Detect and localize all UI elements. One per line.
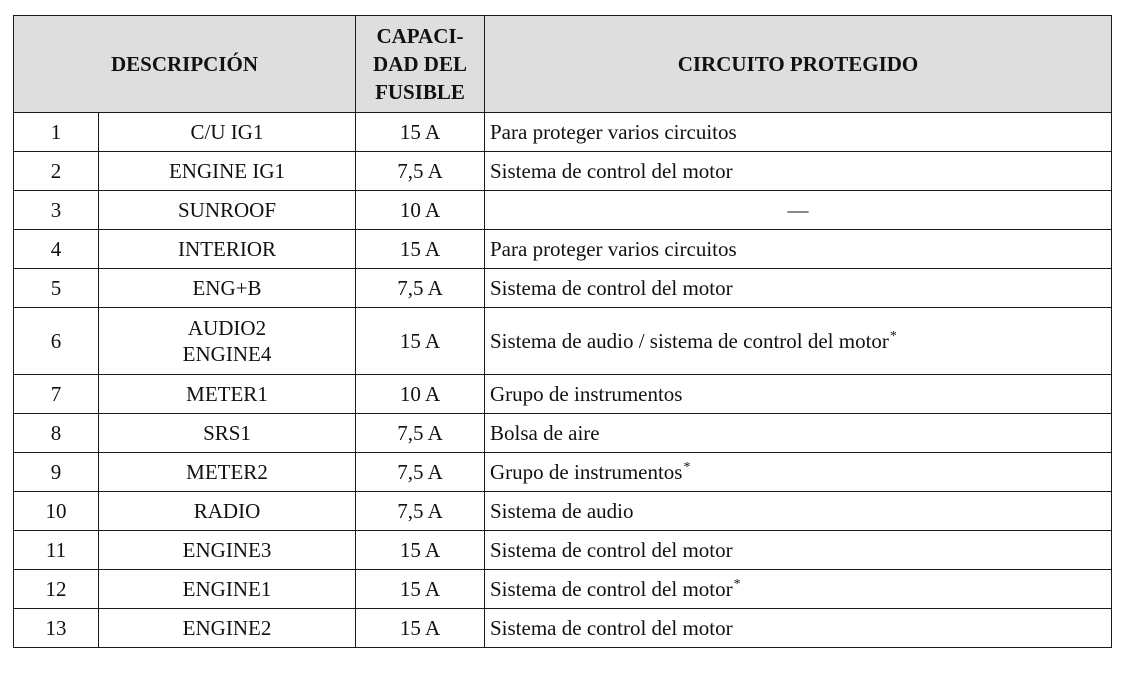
fuse-capacity: 10 A (356, 191, 485, 230)
fuse-number: 2 (14, 152, 99, 191)
protected-circuit: — (787, 198, 809, 222)
fuse-name: SUNROOF (177, 198, 277, 222)
fuse-name-cell (99, 269, 356, 308)
fuse-number: 7 (14, 375, 99, 414)
fuse-capacity: 15 A (356, 113, 485, 152)
table-row (14, 375, 1112, 414)
protected-circuit-cell (485, 152, 1112, 191)
fuse-name: METER1 (186, 382, 268, 406)
protected-circuit-cell (485, 609, 1112, 648)
fuse-name: INTERIOR (178, 237, 276, 261)
fuse-number: 3 (14, 191, 99, 230)
table-row (14, 152, 1112, 191)
fuse-name: ENGINE2 (182, 616, 272, 640)
fuse-name: ENGINE1 (182, 577, 272, 601)
header-capacity-line1: CAPACI- (376, 24, 464, 48)
fuse-name: METER2 (186, 460, 268, 484)
protected-circuit: Sistema de control del motor (490, 616, 733, 640)
fuse-name: ENG+B (192, 276, 262, 300)
fuse-name-cell (99, 492, 356, 531)
fuse-capacity: 15 A (356, 609, 485, 648)
fuse-name: SRS1 (203, 421, 251, 445)
fuse-name: ENGINE3 (182, 538, 272, 562)
fuse-table-body (14, 113, 1112, 648)
fuse-name-cell (99, 570, 356, 609)
protected-circuit-cell (485, 269, 1112, 308)
fuse-name: AUDIO2 (187, 316, 267, 340)
fuse-number: 8 (14, 414, 99, 453)
fuse-number: 12 (14, 570, 99, 609)
protected-circuit: Grupo de instrumentos (490, 382, 683, 406)
fuse-name: ENGINE IG1 (168, 159, 286, 183)
fuse-name-secondary: ENGINE4 (182, 342, 272, 366)
protected-circuit-cell (485, 113, 1112, 152)
table-row (14, 609, 1112, 648)
protected-circuit: Grupo de instrumentos (490, 460, 683, 484)
fuse-name-cell (99, 609, 356, 648)
fuse-name-cell (99, 230, 356, 269)
protected-circuit: Para proteger varios circuitos (490, 120, 737, 144)
protected-circuit-cell (485, 308, 1112, 375)
fuse-name-cell (99, 308, 356, 375)
fuse-name-cell (99, 414, 356, 453)
header-row (14, 16, 1112, 113)
protected-circuit-cell (485, 230, 1112, 269)
fuse-table (13, 15, 1112, 648)
fuse-name: C/U IG1 (190, 120, 264, 144)
protected-circuit: Sistema de control del motor (490, 577, 733, 601)
protected-circuit-cell (485, 414, 1112, 453)
fuse-number: 5 (14, 269, 99, 308)
fuse-capacity: 7,5 A (356, 152, 485, 191)
fuse-capacity: 15 A (356, 308, 485, 375)
fuse-name-cell (99, 531, 356, 570)
table-row (14, 570, 1112, 609)
protected-circuit-cell (485, 492, 1112, 531)
fuse-capacity: 15 A (356, 570, 485, 609)
fuse-number: 10 (14, 492, 99, 531)
table-row (14, 269, 1112, 308)
fuse-capacity: 7,5 A (356, 269, 485, 308)
fuse-name-cell (99, 152, 356, 191)
protected-circuit: Sistema de audio / sistema de control del motor (490, 329, 889, 353)
protected-circuit: Sistema de control del motor (490, 538, 733, 562)
protected-circuit-cell (485, 531, 1112, 570)
protected-circuit: Sistema de control del motor (490, 159, 733, 183)
fuse-capacity: 7,5 A (356, 492, 485, 531)
footnote-mark: * (683, 460, 691, 475)
table-row (14, 230, 1112, 269)
header-capacity (356, 16, 485, 113)
table-row (14, 492, 1112, 531)
fuse-capacity: 7,5 A (356, 414, 485, 453)
protected-circuit-cell (485, 191, 1112, 230)
fuse-number: 13 (14, 609, 99, 648)
table-row (14, 453, 1112, 492)
fuse-number: 9 (14, 453, 99, 492)
fuse-number: 11 (14, 531, 99, 570)
header-capacity-line3: FUSIBLE (375, 80, 465, 104)
footnote-mark: * (889, 329, 897, 344)
header-capacity-line2: DAD DEL (373, 52, 467, 76)
fuse-capacity: 7,5 A (356, 453, 485, 492)
fuse-number: 4 (14, 230, 99, 269)
protected-circuit: Sistema de audio (490, 499, 634, 523)
fuse-name-cell (99, 375, 356, 414)
fuse-capacity: 15 A (356, 230, 485, 269)
protected-circuit-cell (485, 375, 1112, 414)
protected-circuit: Para proteger varios circuitos (490, 237, 737, 261)
footnote-mark: * (733, 577, 741, 592)
protected-circuit: Sistema de control del motor (490, 276, 733, 300)
fuse-capacity: 15 A (356, 531, 485, 570)
protected-circuit-cell (485, 453, 1112, 492)
header-circuit: CIRCUITO PROTEGIDO (485, 16, 1112, 113)
fuse-number: 6 (14, 308, 99, 375)
header-description: DESCRIPCIÓN (14, 16, 356, 113)
table-row (14, 414, 1112, 453)
fuse-name-cell (99, 453, 356, 492)
table-row (14, 113, 1112, 152)
fuse-name-cell (99, 113, 356, 152)
protected-circuit-cell (485, 570, 1112, 609)
table-row (14, 191, 1112, 230)
fuse-capacity: 10 A (356, 375, 485, 414)
protected-circuit: Bolsa de aire (490, 421, 600, 445)
table-row (14, 308, 1112, 375)
table-row (14, 531, 1112, 570)
fuse-name: RADIO (193, 499, 261, 523)
fuse-name-cell (99, 191, 356, 230)
fuse-number: 1 (14, 113, 99, 152)
